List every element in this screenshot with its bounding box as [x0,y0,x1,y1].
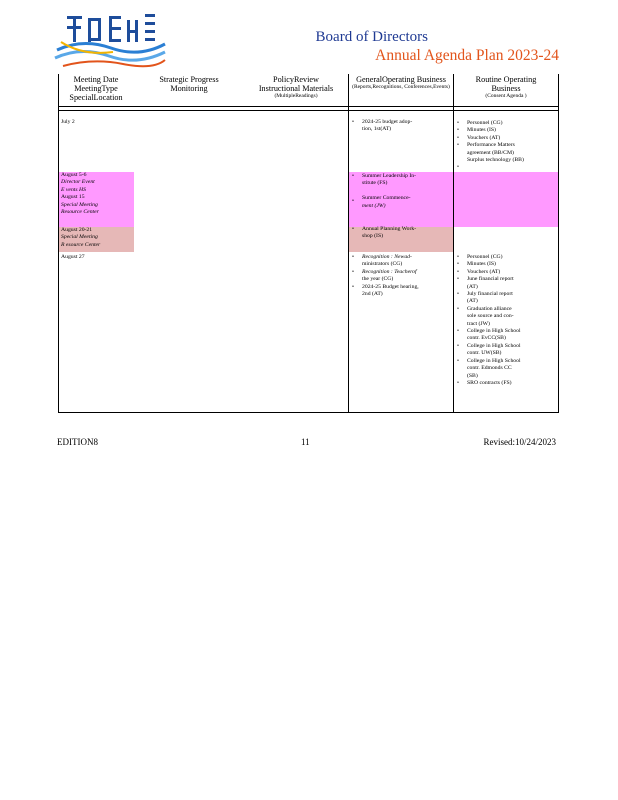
bullet-icon: • [352,119,354,125]
school-district-logo [53,12,168,68]
header-general-business: GeneralOperating Business (Reports,Recognitions, Conferences,Events) [352,75,450,90]
row-august-27-general: • Recognition : Newad- ministrators (CG) • Recognition : Teacherof the year (CG) • 2024-25 Budget hearing, 2nd (AT) [352,254,419,298]
header-policy-review: PolicyReview Instructional Materials (MultipleReadings) [258,75,334,99]
header-strategic-progress: Strategic Progress Monitoring [159,75,219,93]
row-august-27-date: August 27 [61,254,85,260]
row-july-2-general: • 2024-25 budget adop- tion, 1st(AT) [352,119,413,133]
header-routine-business: Routine Operating Business (Consent Agenda ) [475,75,537,99]
row-august-5-6-general: • Summer Leadership In- stitute (FS) • Summer Commence- ment (JW) [352,173,417,209]
footer-edition: EDITION8 [57,437,98,447]
agenda-table [58,74,559,413]
footer-revised: Revised:10/24/2023 [483,437,556,447]
page-subtitle: Annual Agenda Plan 2023-24 [375,47,559,64]
row-july-2-date: July 2 [61,119,75,125]
row-july-2-routine: • Personnel (CG) • Minutes (IS) • Vouchers (AT) • Performance Matters agreement (BB/CM) • Surplus technology (BB) [457,120,524,171]
page-title: Board of Directors [315,29,428,45]
row-august-5-6-date: August 5-6 Director Event E vents HS August 15 Special Meeting Resource Center [61,172,99,216]
header-meeting-date: Meeting Date MeetingType SpecialLocation [69,75,123,102]
row-august-27-routine: • Personnel (CG) • Minutes (IS) • Vouchers (AT) • June financial report (AT) • July financial report (AT) • Graduation alliance sole source and con- tract (JW) • College in High School contr. EvCC(SB) • College in High School contr. UW(SB) • College in High School contr. Edmonds CC (SB) • SRO contracts (FS) [457,254,521,386]
footer-page-number: 11 [301,437,310,447]
row-august-20-21-general: • Annual Planning Work- shop (IS) [352,226,417,240]
row-august-20-21-date: August 20-21 Special Meeting R esource Center [61,227,101,248]
pink-band-routine [454,172,558,227]
